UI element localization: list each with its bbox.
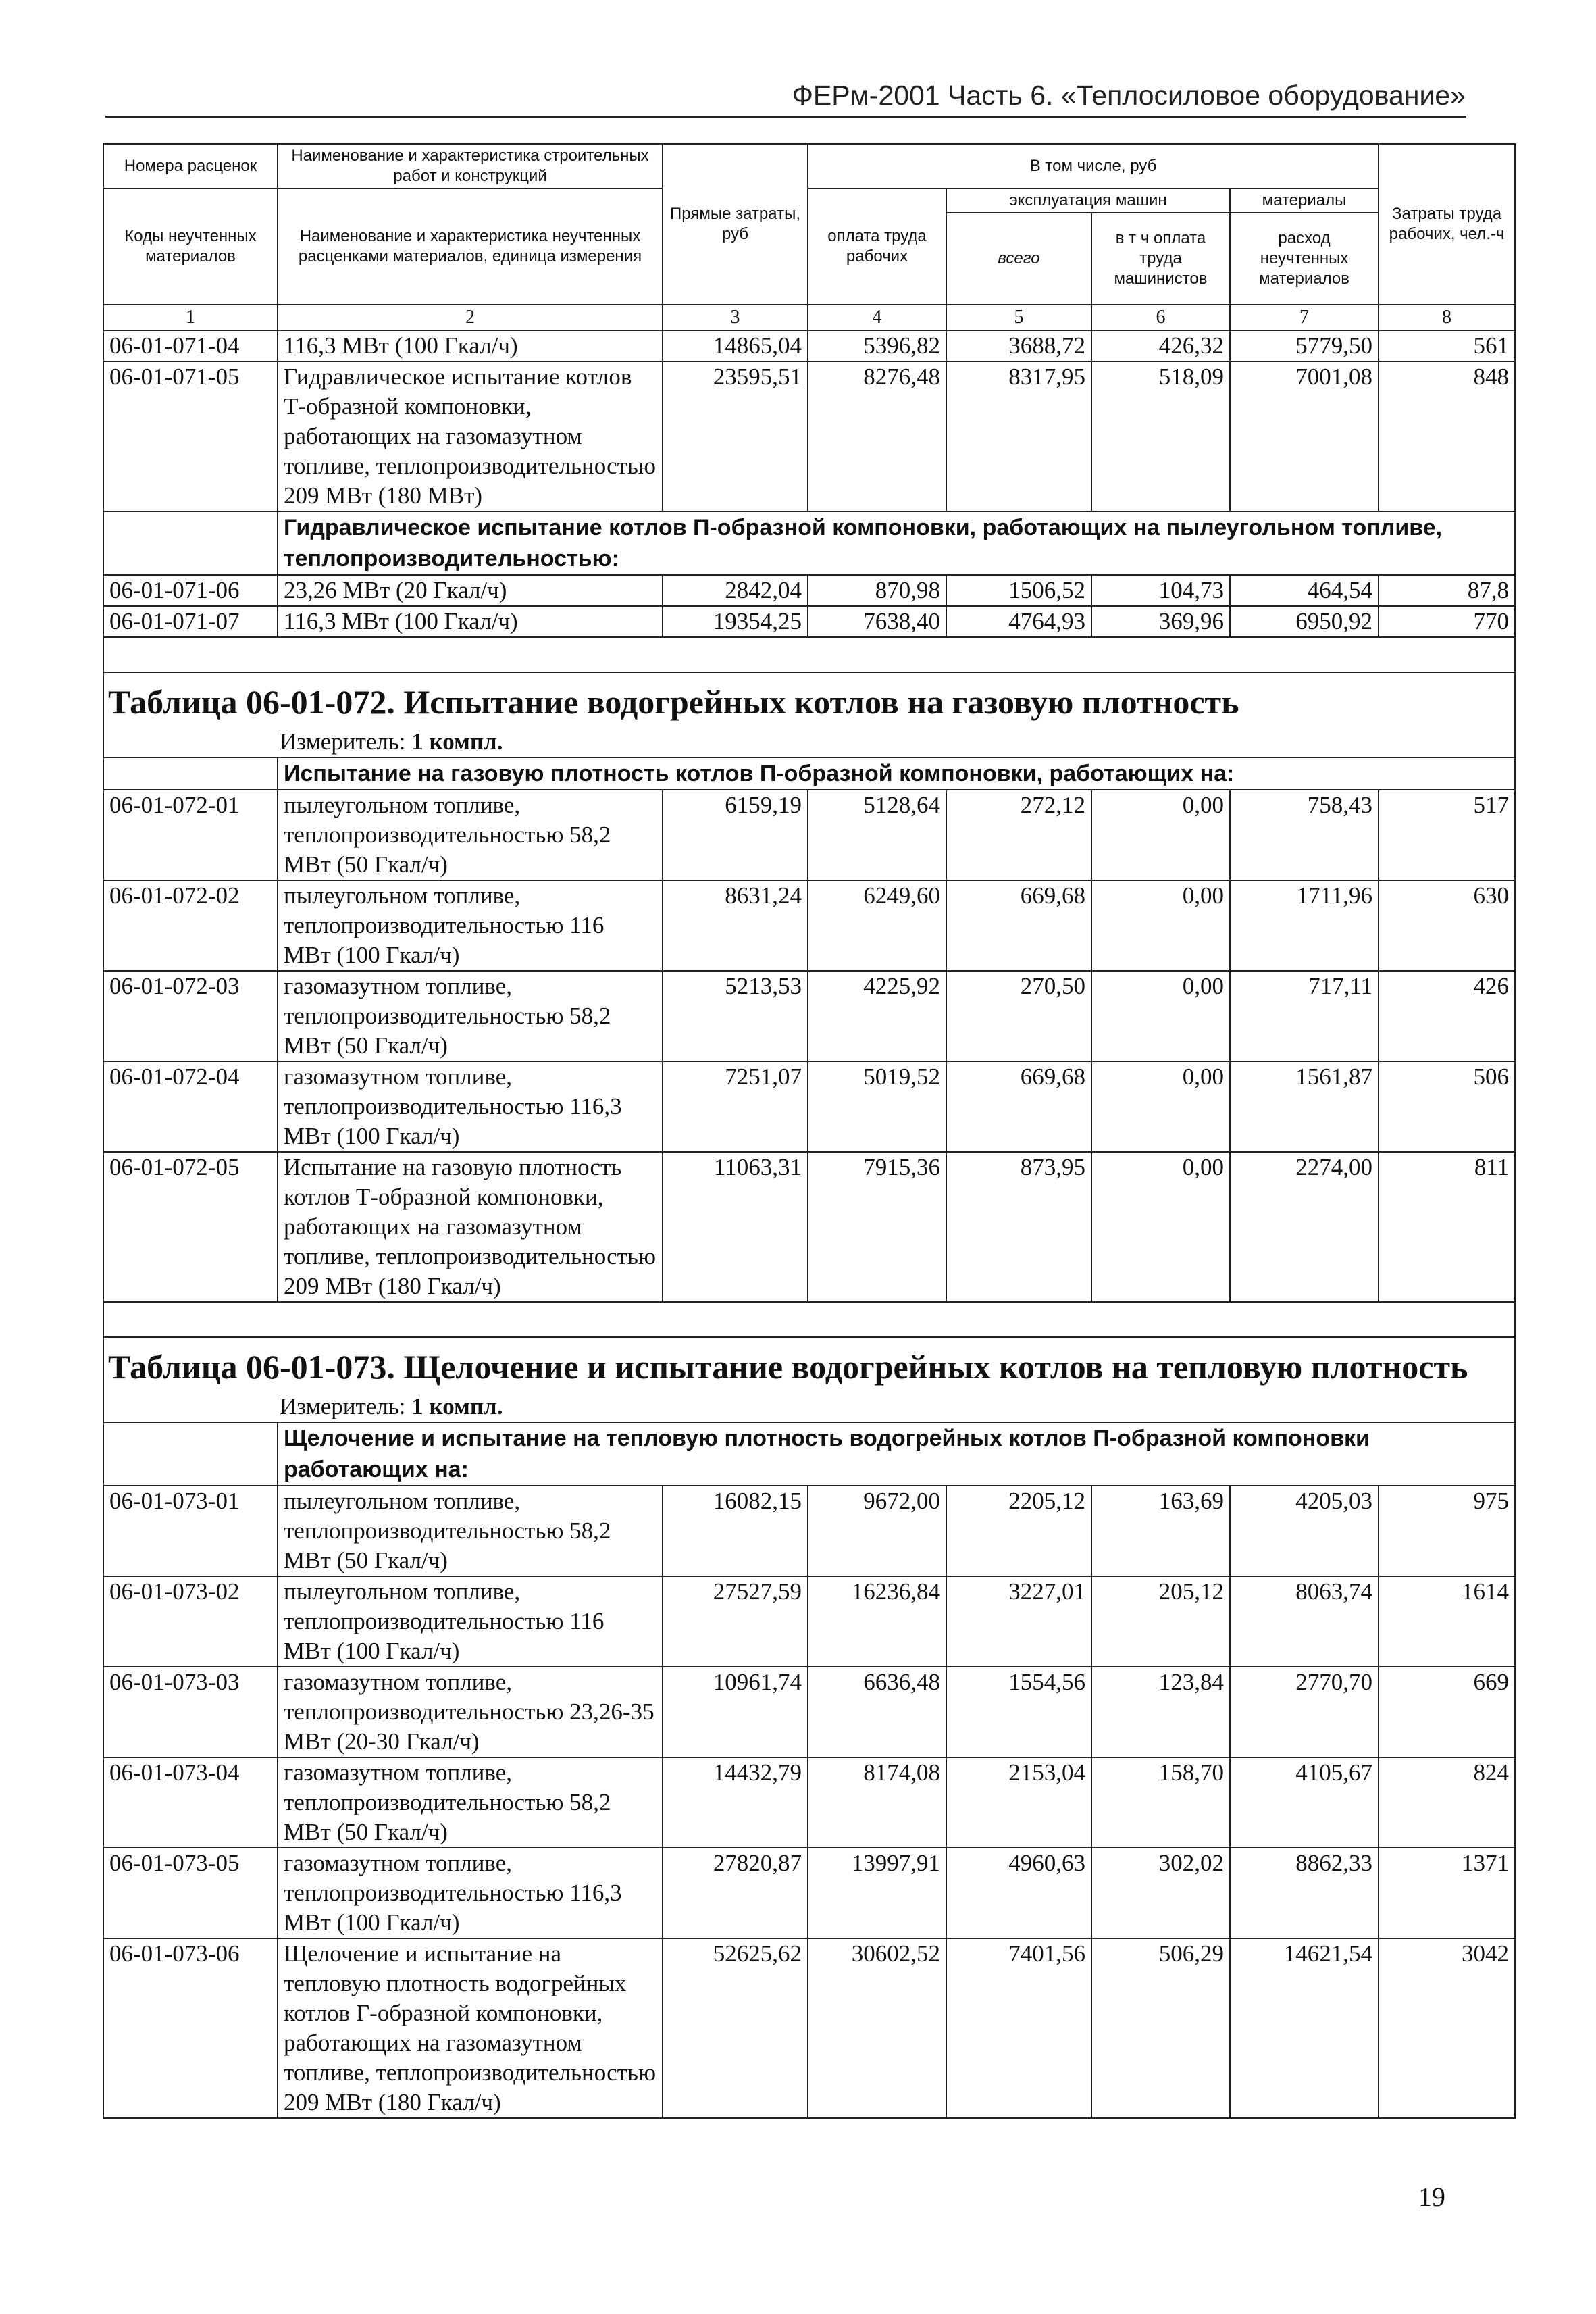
- labor-cost: 506: [1379, 1061, 1515, 1152]
- labor-cost: 561: [1379, 330, 1515, 361]
- column-number: 3: [663, 305, 808, 330]
- column-numbers-row: [103, 305, 1515, 330]
- column-number: 7: [1230, 305, 1379, 330]
- machines-total: 4960,63: [946, 1848, 1091, 1938]
- materials-cost: 2274,00: [1230, 1152, 1379, 1302]
- machines-total: 7401,56: [946, 1938, 1091, 2118]
- column-number: 2: [278, 305, 663, 330]
- table-row: [103, 575, 1515, 606]
- labor-pay: 30602,52: [808, 1938, 946, 2118]
- work-name: газомазутном топливе, теплопроизводительностью 116,3 МВт (100 Гкал/ч): [278, 1061, 663, 1152]
- labor-cost: 669: [1379, 1667, 1515, 1757]
- rate-code: 06-01-071-07: [103, 606, 278, 637]
- direct-cost: 5213,53: [663, 971, 808, 1061]
- materials-cost: 717,11: [1230, 971, 1379, 1061]
- machines-total: 4764,93: [946, 606, 1091, 637]
- measure-label: Измеритель:: [280, 1393, 406, 1419]
- machinist-pay: 104,73: [1091, 575, 1230, 606]
- table-row: [103, 330, 1515, 361]
- labor-pay: 7638,40: [808, 606, 946, 637]
- machines-total: 2205,12: [946, 1486, 1091, 1576]
- direct-cost: 8631,24: [663, 880, 808, 971]
- col-header-codes: Номера расценок: [103, 144, 278, 188]
- rates-table: [103, 143, 1516, 2119]
- col-header-mach-total: всего: [946, 213, 1091, 305]
- table-row: [103, 971, 1515, 1061]
- table-row: [103, 790, 1515, 880]
- materials-cost: 14621,54: [1230, 1938, 1379, 2118]
- machinist-pay: 506,29: [1091, 1938, 1230, 2118]
- measure-value: 1 компл.: [411, 728, 503, 755]
- work-name: пылеугольном топливе, теплопроизводительностью 116 МВт (100 Гкал/ч): [278, 880, 663, 971]
- section-subheader: Испытание на газовую плотность котлов П-образной компоновки, работающих на:: [278, 757, 1515, 790]
- machines-total: 3688,72: [946, 330, 1091, 361]
- machines-total: 8317,95: [946, 361, 1091, 511]
- labor-pay: 8174,08: [808, 1757, 946, 1848]
- materials-cost: 5779,50: [1230, 330, 1379, 361]
- labor-cost: 848: [1379, 361, 1515, 511]
- machines-total: 1554,56: [946, 1667, 1091, 1757]
- section-gap: [103, 637, 1515, 672]
- work-name: пылеугольном топливе, теплопроизводительностью 58,2 МВт (50 Гкал/ч): [278, 1486, 663, 1576]
- column-number: 4: [808, 305, 946, 330]
- labor-cost: 517: [1379, 790, 1515, 880]
- measure-value: 1 компл.: [411, 1393, 503, 1419]
- direct-cost: 27820,87: [663, 1848, 808, 1938]
- col-header-materials: материалы: [1230, 188, 1379, 213]
- rate-code: 06-01-073-03: [103, 1667, 278, 1757]
- direct-cost: 14865,04: [663, 330, 808, 361]
- rate-code: 06-01-073-02: [103, 1576, 278, 1667]
- direct-cost: 2842,04: [663, 575, 808, 606]
- table-row: [103, 1576, 1515, 1667]
- labor-pay: 16236,84: [808, 1576, 946, 1667]
- work-name: 23,26 МВт (20 Гкал/ч): [278, 575, 663, 606]
- direct-cost: 14432,79: [663, 1757, 808, 1848]
- work-name: 116,3 МВт (100 Гкал/ч): [278, 606, 663, 637]
- work-name: Щелочение и испытание на тепловую плотность водогрейных котлов Г-образной компоновки, работающих на газомазутном топливе, теплопроизводительностью 209 МВт (180 Гкал/ч): [278, 1938, 663, 2118]
- direct-cost: 10961,74: [663, 1667, 808, 1757]
- rate-code: 06-01-072-04: [103, 1061, 278, 1152]
- header-row-1: [103, 144, 1515, 188]
- materials-cost: 4205,03: [1230, 1486, 1379, 1576]
- rate-code: 06-01-073-04: [103, 1757, 278, 1848]
- materials-cost: 6950,92: [1230, 606, 1379, 637]
- machines-total: 270,50: [946, 971, 1091, 1061]
- work-name: пылеугольном топливе, теплопроизводительностью 58,2 МВт (50 Гкал/ч): [278, 790, 663, 880]
- direct-cost: 16082,15: [663, 1486, 808, 1576]
- table-row: [103, 1667, 1515, 1757]
- rate-code: 06-01-071-05: [103, 361, 278, 511]
- direct-cost: 52625,62: [663, 1938, 808, 2118]
- machinist-pay: 163,69: [1091, 1486, 1230, 1576]
- machinist-pay: 0,00: [1091, 971, 1230, 1061]
- labor-cost: 3042: [1379, 1938, 1515, 2118]
- labor-pay: 5128,64: [808, 790, 946, 880]
- measure-label: Измеритель:: [280, 728, 406, 755]
- labor-cost: 975: [1379, 1486, 1515, 1576]
- rate-code: 06-01-072-05: [103, 1152, 278, 1302]
- table-row: [103, 1938, 1515, 2118]
- labor-cost: 1371: [1379, 1848, 1515, 1938]
- column-number: 6: [1091, 305, 1230, 330]
- col-header-labor-pay: оплата труда рабочих: [808, 188, 946, 305]
- machinist-pay: 0,00: [1091, 880, 1230, 971]
- work-name: газомазутном топливе, теплопроизводительностью 58,2 МВт (50 Гкал/ч): [278, 1757, 663, 1848]
- rate-code: 06-01-073-06: [103, 1938, 278, 2118]
- direct-cost: 23595,51: [663, 361, 808, 511]
- labor-cost: 1614: [1379, 1576, 1515, 1667]
- work-name: Гидравлическое испытание котлов Т-образной компоновки, работающих на газомазутном топливе, теплопроизводительностью 209 МВт (180 МВт): [278, 361, 663, 511]
- direct-cost: 19354,25: [663, 606, 808, 637]
- labor-pay: 7915,36: [808, 1152, 946, 1302]
- machinist-pay: 158,70: [1091, 1757, 1230, 1848]
- labor-pay: 4225,92: [808, 971, 946, 1061]
- table-row: [103, 361, 1515, 511]
- work-name: газомазутном топливе, теплопроизводительностью 58,2 МВт (50 Гкал/ч): [278, 971, 663, 1061]
- col-header-machines: эксплуатация машин: [946, 188, 1230, 213]
- work-name: Испытание на газовую плотность котлов Т-образной компоновки, работающих на газомазутном топливе, теплопроизводительностью 209 МВт (180 Гкал/ч): [278, 1152, 663, 1302]
- direct-cost: 7251,07: [663, 1061, 808, 1152]
- machines-total: 1506,52: [946, 575, 1091, 606]
- labor-cost: 770: [1379, 606, 1515, 637]
- measure-unit: [103, 1392, 1515, 1422]
- materials-cost: 8862,33: [1230, 1848, 1379, 1938]
- page-number: 19: [1418, 2182, 1445, 2212]
- table-title: Таблица 06-01-073. Щелочение и испытание водогрейных котлов на тепловую плотность: [103, 1337, 1515, 1392]
- machines-total: 272,12: [946, 790, 1091, 880]
- work-name: пылеугольном топливе, теплопроизводительностью 116 МВт (100 Гкал/ч): [278, 1576, 663, 1667]
- labor-pay: 6636,48: [808, 1667, 946, 1757]
- machines-total: 3227,01: [946, 1576, 1091, 1667]
- machines-total: 2153,04: [946, 1757, 1091, 1848]
- col-header-materials-desc: Наименование и характеристика неучтенных расценками материалов, единица измерения: [278, 188, 663, 305]
- materials-cost: 4105,67: [1230, 1757, 1379, 1848]
- rate-code: 06-01-072-02: [103, 880, 278, 971]
- labor-pay: 13997,91: [808, 1848, 946, 1938]
- table-row: [103, 1757, 1515, 1848]
- machinist-pay: 123,84: [1091, 1667, 1230, 1757]
- col-header-mach-labor: в т ч оплата труда машинистов: [1091, 213, 1230, 305]
- labor-pay: 9672,00: [808, 1486, 946, 1576]
- rate-code: 06-01-073-01: [103, 1486, 278, 1576]
- section-subheader: Щелочение и испытание на тепловую плотность водогрейных котлов П-образной компоновки работающих на:: [278, 1422, 1515, 1486]
- section-subheader: Гидравлическое испытание котлов П-образной компоновки, работающих на пылеугольном топливе, теплопроизводительностью:: [278, 511, 1515, 575]
- subheader-row: [103, 511, 1515, 575]
- table-row: [103, 1848, 1515, 1938]
- direct-cost: 11063,31: [663, 1152, 808, 1302]
- table-row: [103, 1152, 1515, 1302]
- col-header-incl: В том числе, руб: [808, 144, 1379, 188]
- direct-cost: 6159,19: [663, 790, 808, 880]
- measure-unit: [103, 727, 1515, 757]
- work-name: 116,3 МВт (100 Гкал/ч): [278, 330, 663, 361]
- header-rule: [105, 116, 1466, 118]
- materials-cost: 7001,08: [1230, 361, 1379, 511]
- machinist-pay: 302,02: [1091, 1848, 1230, 1938]
- table-title: Таблица 06-01-072. Испытание водогрейных котлов на газовую плотность: [103, 672, 1515, 727]
- subheader-row: [103, 757, 1515, 790]
- work-name: газомазутном топливе, теплопроизводительностью 23,26-35 МВт (20-30 Гкал/ч): [278, 1667, 663, 1757]
- labor-cost: 811: [1379, 1152, 1515, 1302]
- machinist-pay: 205,12: [1091, 1576, 1230, 1667]
- section-gap: [103, 1302, 1515, 1337]
- machines-total: 873,95: [946, 1152, 1091, 1302]
- direct-cost: 27527,59: [663, 1576, 808, 1667]
- machinist-pay: 0,00: [1091, 790, 1230, 880]
- materials-cost: 1561,87: [1230, 1061, 1379, 1152]
- table-row: [103, 1486, 1515, 1576]
- labor-cost: 87,8: [1379, 575, 1515, 606]
- column-number: 8: [1379, 305, 1515, 330]
- machines-total: 669,68: [946, 1061, 1091, 1152]
- rate-code: 06-01-072-01: [103, 790, 278, 880]
- col-header-direct: Прямые затраты, руб: [663, 144, 808, 305]
- rate-code: 06-01-071-06: [103, 575, 278, 606]
- running-header: ФЕРм-2001 Часть 6. «Теплосиловое оборудование»: [792, 80, 1466, 111]
- labor-cost: 824: [1379, 1757, 1515, 1848]
- materials-cost: 464,54: [1230, 575, 1379, 606]
- col-header-material-codes: Коды неучтенных материалов: [103, 188, 278, 305]
- labor-pay: 5019,52: [808, 1061, 946, 1152]
- labor-pay: 5396,82: [808, 330, 946, 361]
- subheader-row: [103, 1422, 1515, 1486]
- labor-pay: 8276,48: [808, 361, 946, 511]
- machinist-pay: 0,00: [1091, 1061, 1230, 1152]
- labor-cost: 630: [1379, 880, 1515, 971]
- table-row: [103, 1061, 1515, 1152]
- machinist-pay: 518,09: [1091, 361, 1230, 511]
- col-header-works: Наименование и характеристика строительных работ и конструкций: [278, 144, 663, 188]
- column-number: 5: [946, 305, 1091, 330]
- col-header-labor-cost: Затраты труда рабочих, чел.-ч: [1379, 144, 1515, 305]
- labor-pay: 6249,60: [808, 880, 946, 971]
- materials-cost: 758,43: [1230, 790, 1379, 880]
- machinist-pay: 369,96: [1091, 606, 1230, 637]
- column-number: 1: [103, 305, 278, 330]
- machines-total: 669,68: [946, 880, 1091, 971]
- header-row-2: [103, 188, 1515, 213]
- table-row: [103, 606, 1515, 637]
- work-name: газомазутном топливе, теплопроизводительностью 116,3 МВт (100 Гкал/ч): [278, 1848, 663, 1938]
- materials-cost: 2770,70: [1230, 1667, 1379, 1757]
- machinist-pay: 0,00: [1091, 1152, 1230, 1302]
- col-header-mat-unacc: расход неучтенных материалов: [1230, 213, 1379, 305]
- labor-cost: 426: [1379, 971, 1515, 1061]
- rate-code: 06-01-072-03: [103, 971, 278, 1061]
- table-row: [103, 880, 1515, 971]
- machinist-pay: 426,32: [1091, 330, 1230, 361]
- rate-code: 06-01-073-05: [103, 1848, 278, 1938]
- materials-cost: 8063,74: [1230, 1576, 1379, 1667]
- labor-pay: 870,98: [808, 575, 946, 606]
- rate-code: 06-01-071-04: [103, 330, 278, 361]
- materials-cost: 1711,96: [1230, 880, 1379, 971]
